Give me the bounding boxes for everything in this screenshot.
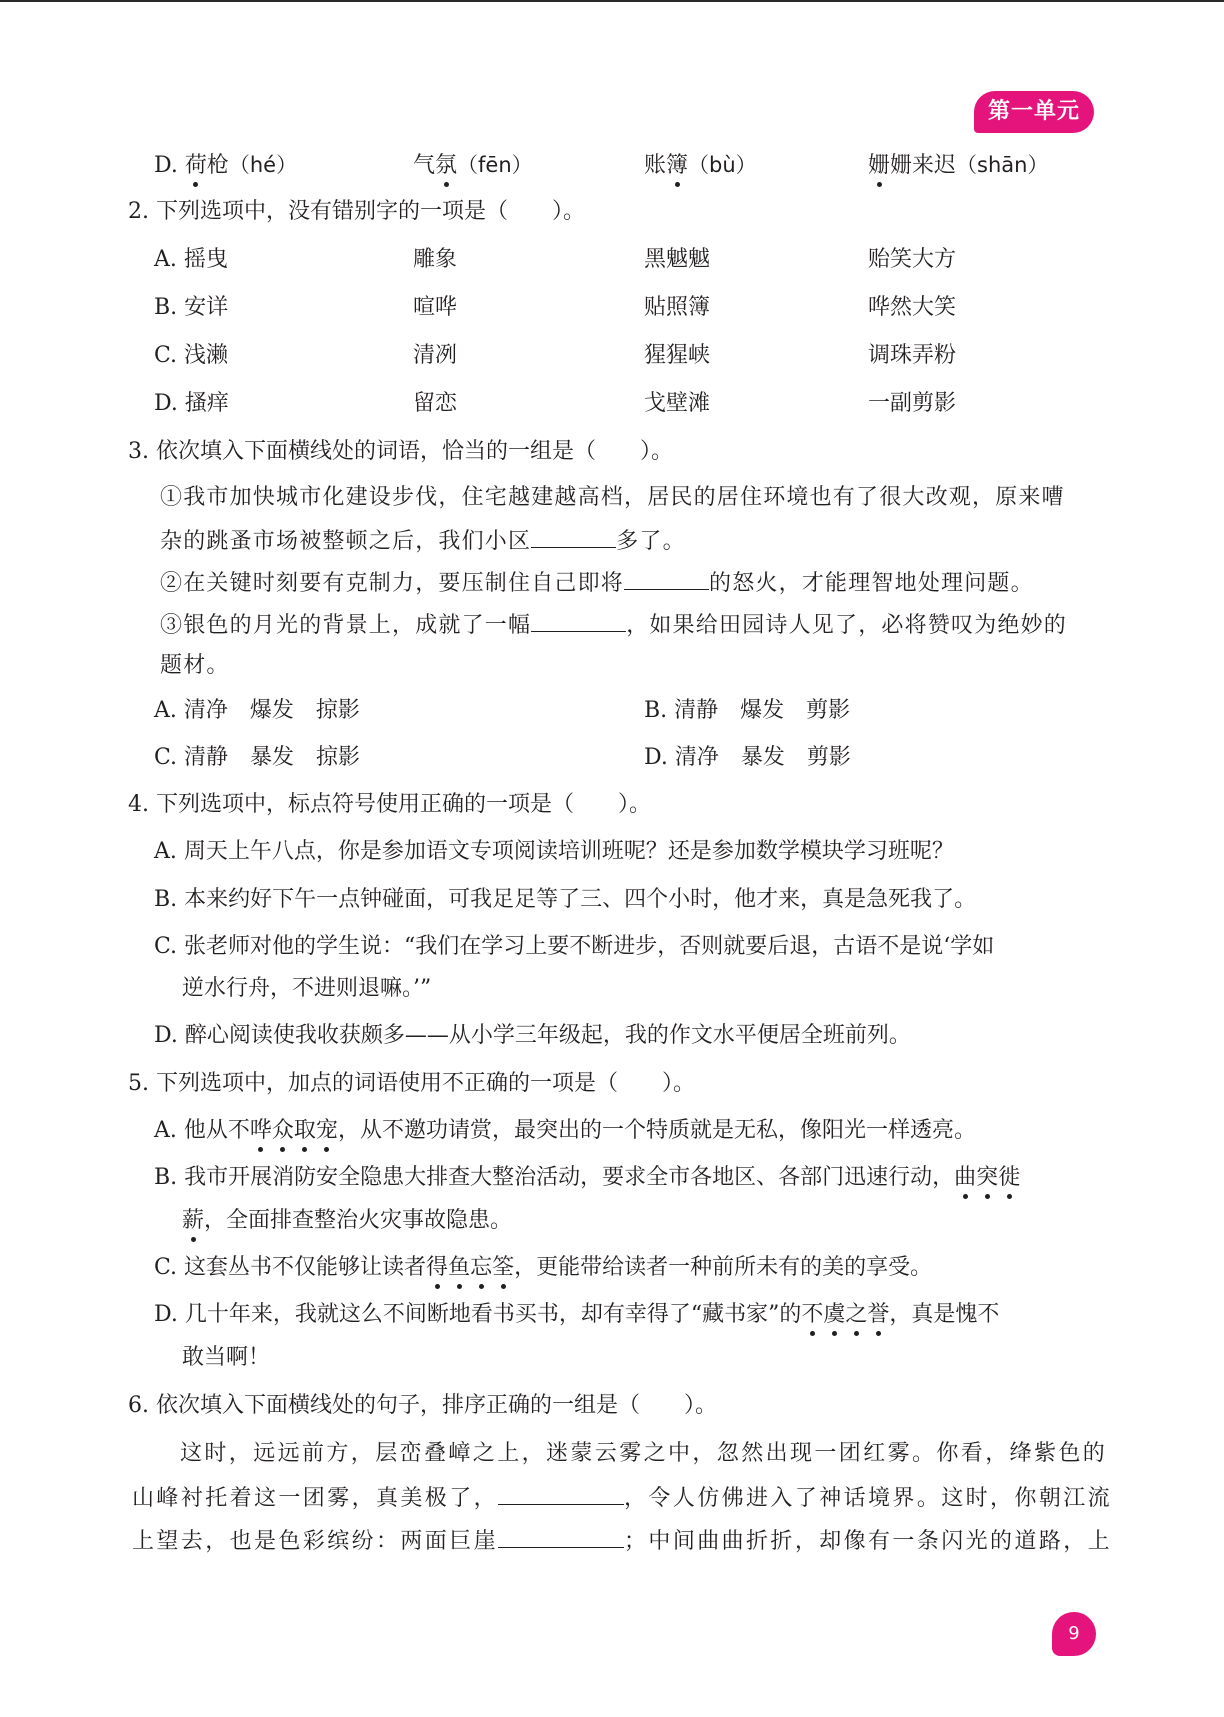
q5-option-d-line2: 敢当啊！ bbox=[182, 1345, 271, 1370]
q1-d-word3: 账簿（bù） bbox=[644, 150, 757, 181]
q6-stem: 6. 依次填入下面横线处的句子，排序正确的一组是（ ）。 bbox=[128, 1393, 717, 1418]
q2-b-4: 哗然大笑 bbox=[868, 295, 957, 320]
q2-d-3: 戈壁滩 bbox=[644, 391, 711, 416]
q4-stem: 4. 下列选项中，标点符号使用正确的一项是（ ）。 bbox=[128, 792, 651, 817]
page-number: 9 bbox=[1052, 1612, 1096, 1656]
q4-option-c-line2: 逆水行舟，不进则退嘛。’” bbox=[182, 976, 432, 1001]
q3-blank3 bbox=[531, 609, 626, 632]
q6-blank1 bbox=[498, 1482, 624, 1505]
q2-stem: 2. 下列选项中，没有错别字的一项是（ ）。 bbox=[128, 199, 585, 224]
q1-d-word2: 气氛（fēn） bbox=[413, 150, 533, 181]
q3-sentence3-line2: 题材。 bbox=[160, 653, 230, 678]
q2-d-4: 一副剪影 bbox=[868, 391, 957, 416]
q3-sentence1-line2: 杂的跳蚤市场被整顿之后，我们小区 多了。 bbox=[160, 525, 686, 557]
q2-b-3: 贴照簿 bbox=[644, 295, 711, 320]
q5-option-b-line2: 薪，全面排查整治火灾事故隐患。 bbox=[182, 1206, 512, 1236]
q1-d-word4: 姗姗来迟（shān） bbox=[868, 150, 1048, 181]
q3-option-c: C. 清静 暴发 掠影 bbox=[154, 745, 361, 770]
top-border bbox=[0, 0, 1224, 2]
q2-a-4: 贻笑大方 bbox=[868, 247, 957, 272]
q3-blank2 bbox=[624, 567, 709, 590]
q6-passage-line1: 这时，远远前方，层峦叠嶂之上，迷蒙云雾之中，忽然出现一团红雾。你看，绛紫色的 bbox=[180, 1441, 1108, 1466]
q2-a-3: 黑魆魆 bbox=[644, 247, 711, 272]
q3-sentence3-line1: ③银色的月光的背景上，成就了一幅 ，如果给田园诗人见了，必将赞叹为绝妙的 bbox=[160, 609, 1067, 641]
q4-option-c-line1: C. 张老师对他的学生说：“我们在学习上要不断进步，否则就要后退，古语不是说‘学如 bbox=[154, 934, 995, 959]
q2-c-3: 猩猩峡 bbox=[644, 343, 711, 368]
q3-option-d: D. 清净 暴发 剪影 bbox=[644, 745, 851, 770]
unit-badge: 第一单元 bbox=[974, 91, 1094, 133]
q2-c-4: 调珠弄粉 bbox=[868, 343, 957, 368]
q2-c-1: C. 浅濑 bbox=[154, 343, 229, 368]
q3-stem: 3. 依次填入下面横线处的词语，恰当的一组是（ ）。 bbox=[128, 439, 673, 464]
q5-option-c: C. 这套丛书不仅能够让读者得鱼忘筌，更能带给读者一种前所未有的美的享受。 bbox=[154, 1253, 932, 1283]
q4-option-a: A. 周天上午八点，你是参加语文专项阅读培训班呢？还是参加数学模块学习班呢？ bbox=[154, 839, 954, 864]
q2-b-1: B. 安详 bbox=[154, 295, 229, 320]
q3-blank1 bbox=[531, 525, 616, 548]
q3-option-b: B. 清静 爆发 剪影 bbox=[644, 698, 851, 723]
q5-option-b-line1: B. 我市开展消防安全隐患大排查大整治活动，要求全市各地区、各部门迅速行动，曲突徙 bbox=[154, 1163, 1020, 1193]
q2-c-2: 清冽 bbox=[413, 343, 458, 368]
q6-blank2 bbox=[498, 1525, 624, 1548]
q2-a-1: A. 摇曳 bbox=[154, 247, 228, 272]
q1-option-d: D. 荷枪（hé） bbox=[154, 150, 297, 181]
q5-option-a: A. 他从不哗众取宠，从不邀功请赏，最突出的一个特质就是无私，像阳光一样透亮。 bbox=[154, 1116, 976, 1146]
q3-option-a: A. 清净 爆发 掠影 bbox=[154, 698, 360, 723]
q4-option-b: B. 本来约好下午一点钟碰面，可我足足等了三、四个小时，他才来，真是急死我了。 bbox=[154, 887, 977, 912]
q2-d-1: D. 搔痒 bbox=[154, 391, 229, 416]
q3-sentence2: ②在关键时刻要有克制力，要压制住自己即将 的怒火，才能理智地处理问题。 bbox=[160, 567, 1034, 599]
q2-a-2: 雕象 bbox=[413, 247, 458, 272]
q4-option-d: D. 醉心阅读使我收获颇多——从小学三年级起，我的作文水平便居全班前列。 bbox=[154, 1023, 911, 1048]
q6-passage-line3: 上望去，也是色彩缤纷：两面巨崖 ；中间曲曲折折，却像有一条闪光的道路，上 bbox=[132, 1525, 1112, 1557]
q3-sentence1-line1: ①我市加快城市化建设步伐，住宅越建越高档，居民的居住环境也有了很大改观，原来嘈 bbox=[160, 485, 1065, 510]
q6-passage-line2: 山峰衬托着这一团雾，真美极了， ，令人仿佛进入了神话境界。这时，你朝江流 bbox=[132, 1482, 1112, 1514]
q5-option-d-line1: D. 几十年来，我就这么不间断地看书买书，却有幸得了“藏书家”的不虞之誉，真是愧不 bbox=[154, 1300, 999, 1330]
q2-d-2: 留恋 bbox=[413, 391, 458, 416]
q5-stem: 5. 下列选项中，加点的词语使用不正确的一项是（ ）。 bbox=[128, 1071, 695, 1096]
q2-b-2: 喧哗 bbox=[413, 295, 458, 320]
